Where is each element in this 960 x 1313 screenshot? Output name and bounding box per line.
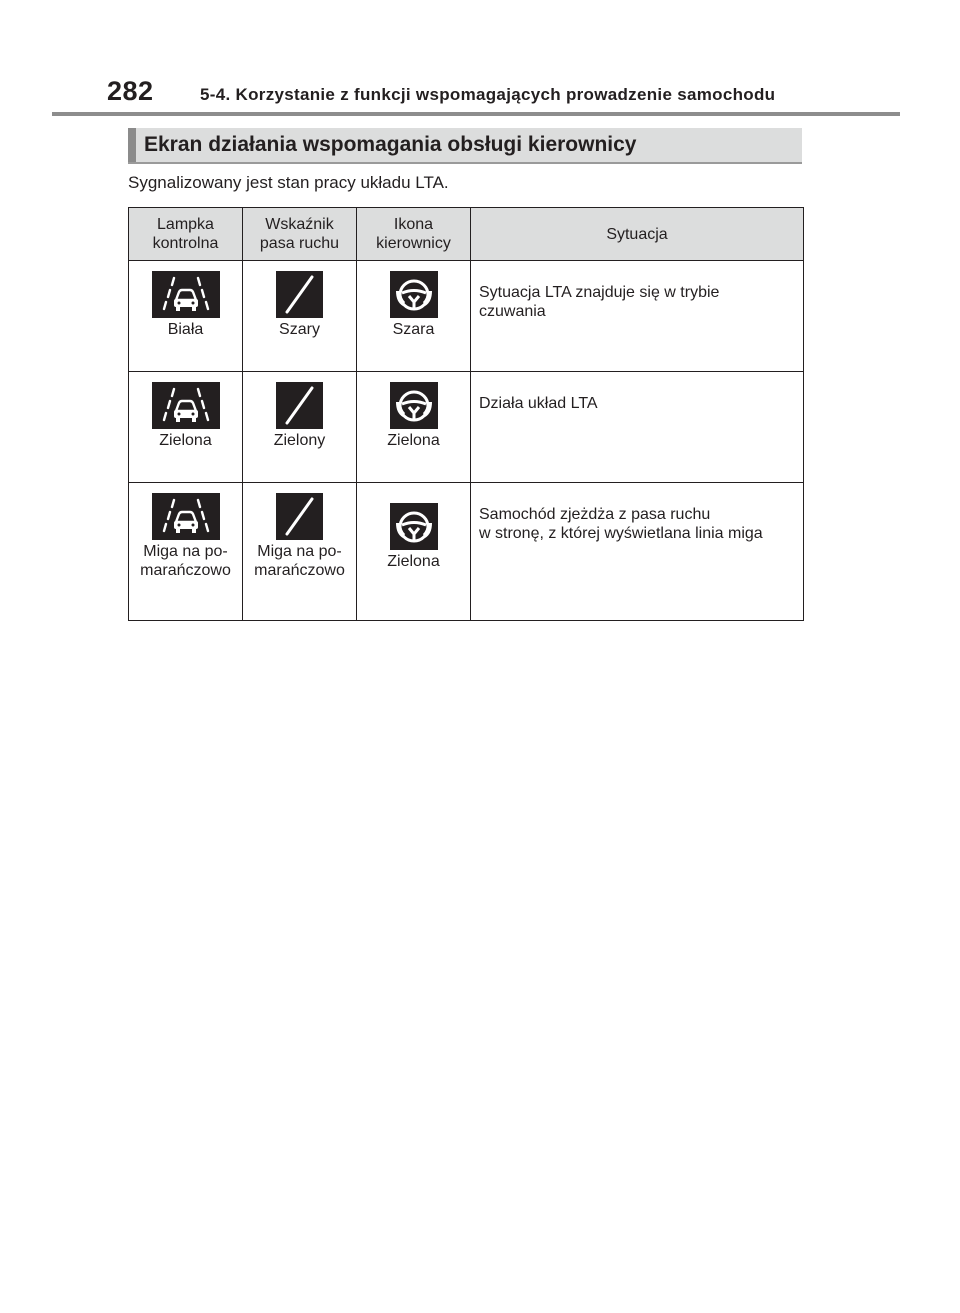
situation-text-cont: czuwania [479, 303, 546, 320]
lamp-color-label-cont: marańczowo [140, 562, 231, 579]
steering-wheel-hands-icon [390, 271, 438, 318]
situation-text: Sytuacja LTA znajduje się w trybie [479, 284, 720, 301]
table-row [129, 372, 804, 483]
lane-cell [243, 261, 357, 372]
lane-trace-car-icon [152, 382, 220, 429]
header-wskaznik: Wskaźnik pasa ruchu [243, 208, 357, 261]
section-title: Ekran działania wspomagania obsługi kierownicy [144, 133, 637, 156]
chapter-title: 5-4. Korzystanie z funkcji wspomagających prowadzenie samochodu [200, 85, 776, 104]
wheel-color-label: Zielona [387, 432, 440, 449]
table-row [129, 261, 804, 372]
lane-color-label-cont: marańczowo [254, 562, 345, 579]
table-row [129, 483, 804, 621]
page-number: 282 [107, 76, 154, 106]
lane-color-label: Szary [279, 321, 320, 338]
header-lampka: Lampka kontrolna [129, 208, 243, 261]
lamp-cell [129, 372, 243, 483]
header-rule [52, 112, 900, 116]
lane-color-label: Zielony [273, 432, 326, 449]
lane-line-icon [276, 271, 323, 318]
wheel-color-label: Szara [392, 321, 435, 338]
wheel-cell [357, 261, 471, 372]
situation-text-cont: w stronę, z której wyświetlana linia miga [479, 525, 763, 542]
wheel-cell [357, 372, 471, 483]
wheel-color-label: Zielona [387, 553, 440, 570]
lane-color-label: Miga na po- [257, 543, 342, 560]
situation-cell [471, 261, 804, 372]
lane-cell [243, 372, 357, 483]
header-sytuacja: Sytuacja [471, 208, 804, 261]
lamp-color-label: Miga na po- [143, 543, 228, 560]
lane-trace-car-icon [152, 271, 220, 318]
lamp-color-label: Biała [167, 321, 204, 338]
situation-text: Działa układ LTA [479, 395, 598, 412]
situation-cell [471, 372, 804, 483]
lamp-cell [129, 261, 243, 372]
lamp-color-label: Zielona [159, 432, 212, 449]
lane-trace-car-icon [152, 493, 220, 540]
lta-status-table [128, 207, 804, 621]
table-header-row [129, 208, 804, 261]
lane-line-icon [276, 382, 323, 429]
intro-text: Sygnalizowany jest stan pracy układu LTA. [128, 173, 449, 192]
lane-line-icon [276, 493, 323, 540]
steering-wheel-hands-icon [390, 503, 438, 550]
header-ikona: Ikona kierownicy [357, 208, 471, 261]
section-heading-band [128, 128, 802, 164]
lamp-cell [129, 483, 243, 621]
wheel-cell [357, 483, 471, 621]
situation-text: Samochód zjeżdża z pasa ruchu [479, 506, 711, 523]
situation-cell [471, 483, 804, 621]
steering-wheel-hands-icon [390, 382, 438, 429]
lane-cell [243, 483, 357, 621]
